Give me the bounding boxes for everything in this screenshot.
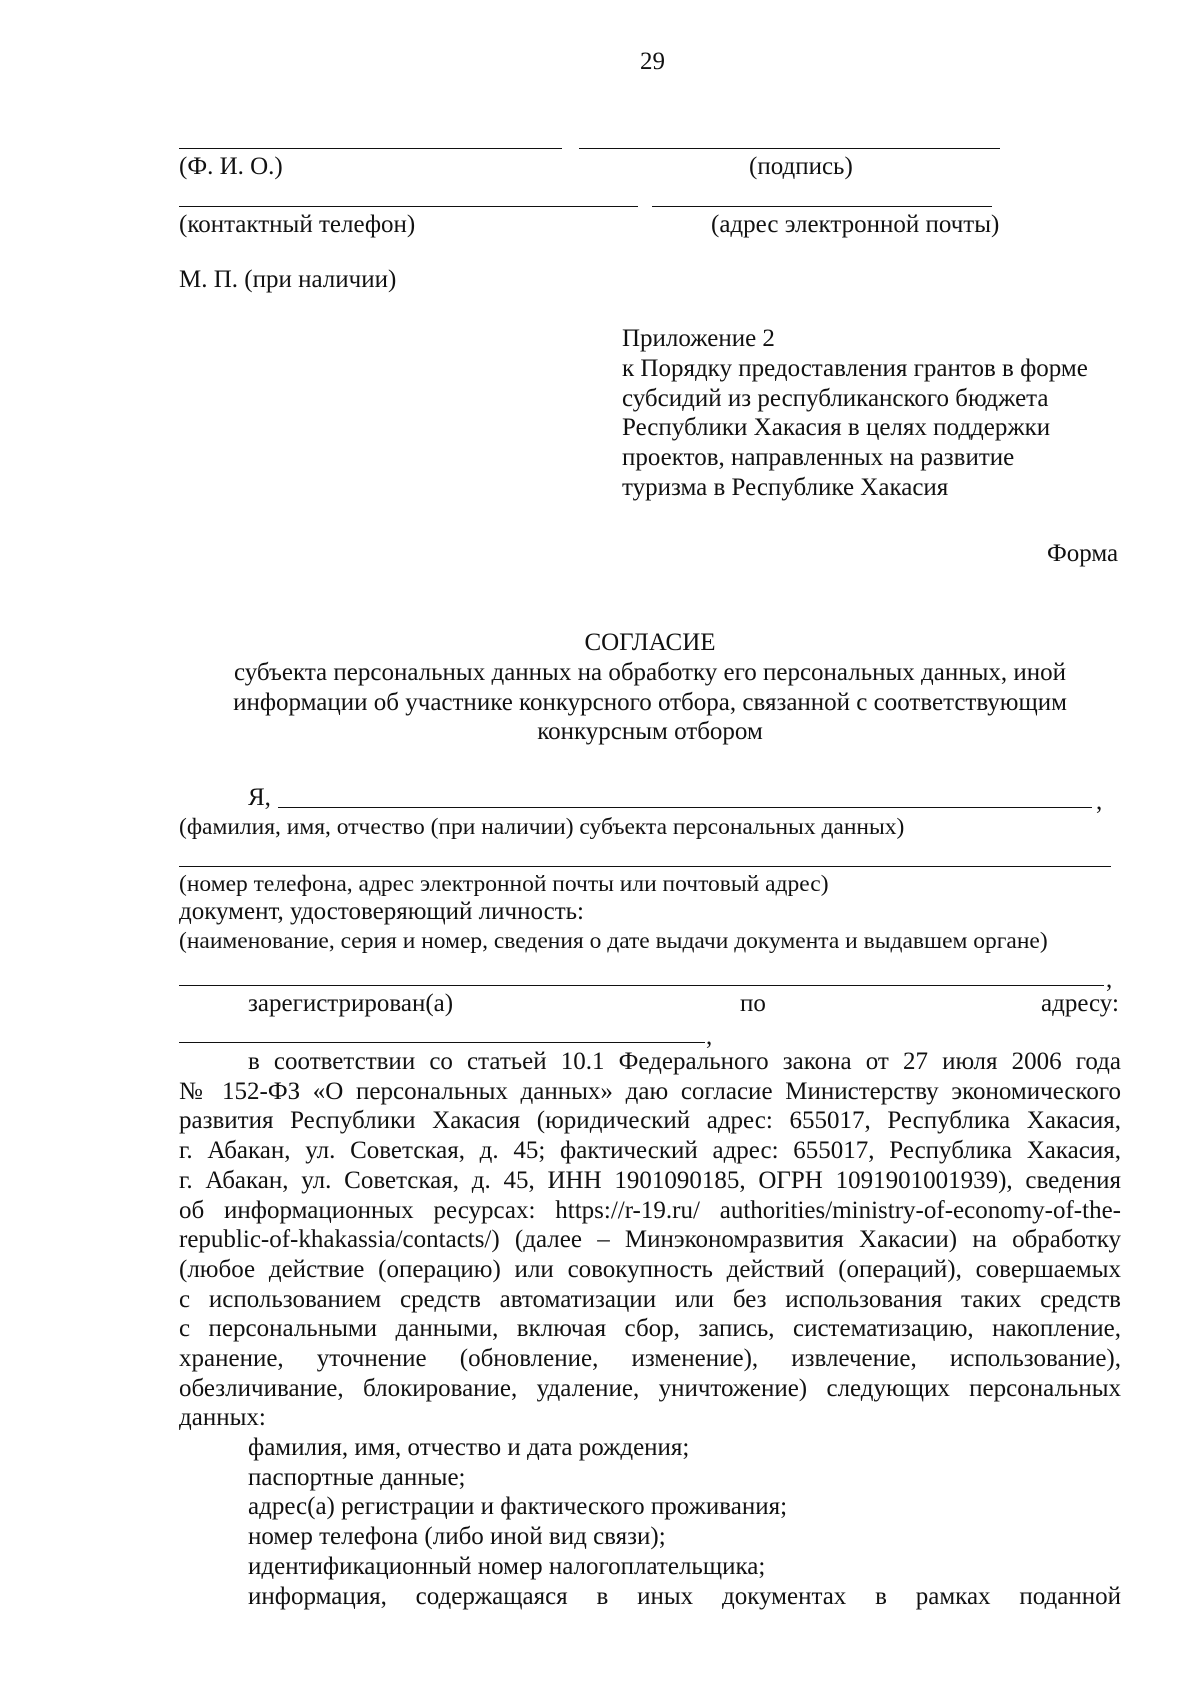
body-line: с персональными данными, включая сбор, запись, систематизацию, накопление, — [179, 1315, 1121, 1343]
list-item: паспортные данные; — [248, 1463, 466, 1491]
signature-label: (подпись) — [749, 153, 853, 180]
consent-title — [179, 628, 1121, 747]
body-line: обезличивание, блокирование, удаление, уничтожение) следующих персональных — [179, 1374, 1121, 1402]
body-line: хранение, уточнение (обновление, изменение), извлечение, использование), — [179, 1345, 1121, 1373]
email-underline — [652, 206, 992, 207]
email-label: (адрес электронной почты) — [711, 211, 1000, 238]
stamp-label: М. П. (при наличии) — [179, 266, 397, 293]
phone-label: (контактный телефон) — [179, 211, 416, 238]
list-item: адрес(а) регистрации и фактического проживания; — [248, 1493, 788, 1521]
document-label: документ, удостоверяющий личность: — [179, 898, 584, 925]
list-item: номер телефона (либо иной вид связи); — [248, 1523, 666, 1551]
body-line: с использованием средств автоматизации или без использования таких средств — [179, 1285, 1121, 1313]
contact-input-line — [179, 866, 1111, 867]
body-line: г. Абакан, ул. Советская, д. 45; фактический адрес: 655017, Республика Хакасия, — [179, 1137, 1121, 1165]
comma: , — [1096, 788, 1103, 815]
form-label: Форма — [1047, 540, 1119, 567]
page-number: 29 — [640, 48, 665, 75]
signature-underline — [579, 148, 1000, 149]
fio-label: (Ф. И. О.) — [179, 153, 283, 180]
title-line: субъекта персональных данных на обработку его персональных данных, иной — [233, 658, 1067, 686]
appendix-line: проектов, направленных на развитие — [622, 444, 1015, 472]
fio-underline — [179, 148, 562, 149]
list-item: фамилия, имя, отчество и дата рождения; — [248, 1434, 690, 1461]
appendix-line: туризма в Республике Хакасия — [622, 473, 949, 501]
appendix-line: Республики Хакасия в целях поддержки — [622, 414, 1051, 442]
consent-body — [179, 1047, 1121, 1433]
address-label: адресу: — [1041, 990, 1119, 1017]
list-item: информация, содержащаяся в иных документах в рамках поданной — [248, 1582, 1121, 1610]
personal-data-list — [248, 1433, 1121, 1611]
appendix-line: к Порядку предоставления грантов в форме — [622, 354, 1088, 382]
appendix-block — [622, 324, 1088, 503]
comma: , — [1106, 966, 1113, 993]
title-line: информации об участнике конкурсного отбора, связанной с соответствующим — [233, 688, 1067, 716]
appendix-line: Приложение 2 — [622, 325, 775, 352]
list-item: идентификационный номер налогоплательщика; — [248, 1552, 766, 1580]
body-line: г. Абакан, ул. Советская, д. 45, ИНН 1901090185, ОГРН 1091901001939), сведения — [179, 1166, 1121, 1194]
phone-underline — [179, 206, 638, 207]
contact-caption: (номер телефона, адрес электронной почты или почтовый адрес) — [179, 871, 829, 897]
ya-label: Я, — [248, 784, 271, 811]
document-input-line — [179, 985, 1104, 986]
document-caption: (наименование, серия и номер, сведения о дате выдачи документа и выдавшем органе) — [179, 928, 1048, 954]
address-input-line — [179, 1042, 705, 1043]
body-line: в соответствии со статьей 10.1 Федерального закона от 27 июля 2006 года — [248, 1048, 1121, 1075]
body-line: развития Республики Хакасия (юридический адрес: 655017, Республика Хакасия, — [179, 1107, 1121, 1135]
body-line: данных: — [179, 1404, 266, 1432]
body-line: republic-of-khakassia/contacts/) (далее – Минэкономразвития Хакасии) на обработку — [179, 1226, 1121, 1254]
title-heading: СОГЛАСИЕ — [584, 629, 716, 656]
comma: , — [706, 1023, 713, 1050]
registered-label: зарегистрирован(а) — [248, 990, 454, 1017]
appendix-line: субсидий из республиканского бюджета — [622, 384, 1049, 412]
body-line: об информационных ресурсах: https://r-19.ru/ authorities/ministry-of-economy-of-the- — [179, 1196, 1121, 1224]
body-line: (любое действие (операцию) или совокупность действий (операций), совершаемых — [179, 1255, 1121, 1283]
title-line: конкурсным отбором — [537, 718, 763, 746]
fio-caption: (фамилия, имя, отчество (при наличии) субъекта персональных данных) — [179, 814, 905, 840]
po-label: по — [740, 990, 766, 1017]
fio-input-line — [278, 807, 1092, 808]
body-line: № 152-ФЗ «О персональных данных» даю согласие Министерству экономического — [179, 1077, 1121, 1105]
